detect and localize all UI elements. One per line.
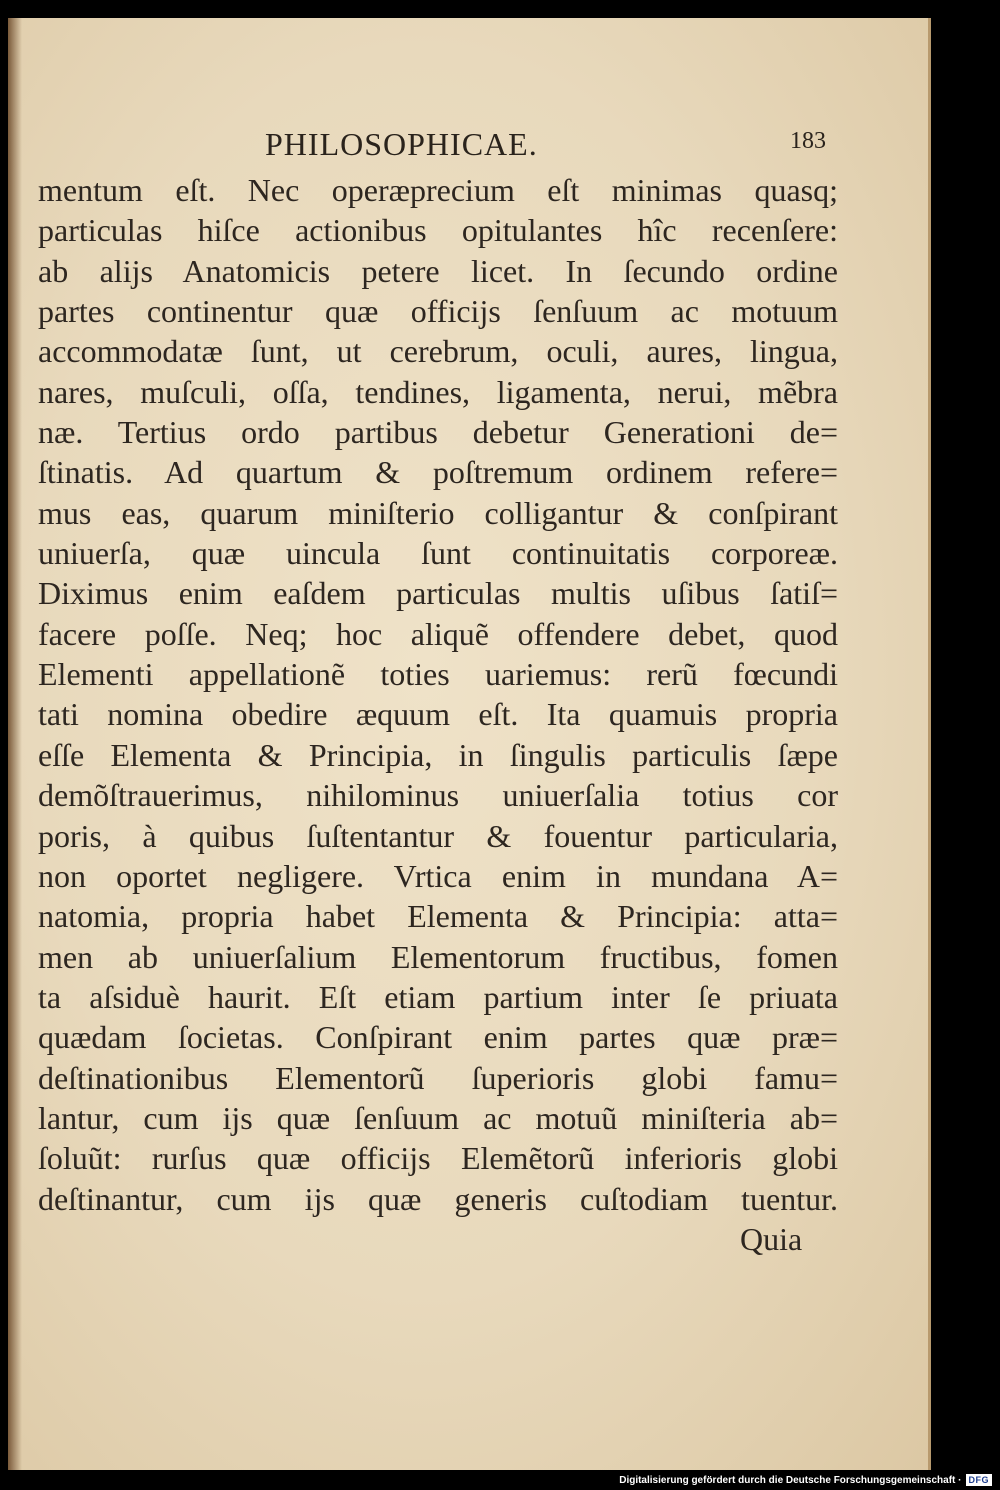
credit-text: Digitalisierung gefördert durch die Deutsche Forschungsgemeinschaft ·	[619, 1474, 962, 1486]
text-line: uniuerſa, quæ uincula ſunt continuitatis corporeæ.	[38, 535, 838, 572]
text-line: nares, muſculi, oſſa, tendines, ligamenta, nerui, mẽbra	[38, 373, 838, 410]
text-line: ab alijs Anatomicis petere licet. In ſecundo ordine	[38, 252, 838, 289]
text-line: tati nomina obedire æquum eſt. Ita quamuis propria	[38, 696, 838, 733]
text-line: deſtinationibus Elementorũ ſuperioris globi famu=	[38, 1059, 838, 1096]
text-line: mus eas, quarum miniſterio colligantur & conſpirant	[38, 494, 838, 531]
body-text	[38, 170, 838, 1219]
text-line: ſoluũt: rurſus quæ officijs Elemẽtorũ inferioris globi	[38, 1140, 838, 1177]
text-line: eſſe Elementa & Principia, in ſingulis particulis ſæpe	[38, 736, 838, 773]
text-line: poris, à quibus ſuſtentantur & fouentur particularia,	[38, 817, 838, 854]
book-page	[8, 18, 931, 1470]
text-line: natomia, propria habet Elementa & Principia: atta=	[38, 898, 838, 935]
running-head: PHILOSOPHICAE.	[265, 126, 538, 162]
page-number: 183	[790, 128, 826, 154]
text-line: demõſtrauerimus, nihilominus uniuerſalia totius cor	[38, 777, 838, 814]
text-line: mentum eſt. Nec operæprecium eſt minimas quasq;	[38, 172, 838, 208]
text-line: particulas hiſce actionibus opitulantes hîc recenſere:	[38, 212, 838, 249]
text-line: lantur, cum ijs quæ ſenſuum ac motuũ miniſteria ab=	[38, 1099, 838, 1136]
catchword: Quia	[740, 1221, 803, 1257]
text-line: Elementi appellationẽ toties uariemus: rerũ fœcundi	[38, 656, 838, 693]
text-line: partes continentur quæ officijs ſenſuum ac motuum	[38, 293, 838, 330]
text-line: quædam ſocietas. Conſpirant enim partes quæ præ=	[38, 1019, 838, 1056]
digitization-credit	[619, 1473, 992, 1487]
text-line: facere poſſe. Neq; hoc aliquẽ offendere debet, quod	[38, 615, 838, 652]
text-line: Diximus enim eaſdem particulas multis uſibus ſatiſ=	[38, 575, 838, 612]
dfg-logo: DFG	[966, 1474, 993, 1486]
text-line: ſtinatis. Ad quartum & poſtremum ordinem refere=	[38, 454, 838, 491]
text-line: deſtinantur, cum ijs quæ generis cuſtodiam tuentur.	[38, 1180, 838, 1217]
text-line: ta aſsiduè haurit. Eſt etiam partium inter ſe priuata	[38, 978, 838, 1015]
text-line: non oportet negligere. Vrtica enim in mundana A=	[38, 857, 838, 894]
text-line: men ab uniuerſalium Elementorum fructibus, fomen	[38, 938, 838, 975]
text-line: næ. Tertius ordo partibus debetur Generationi de=	[38, 414, 838, 451]
text-line: accommodatæ ſunt, ut cerebrum, oculi, aures, lingua,	[38, 333, 838, 370]
